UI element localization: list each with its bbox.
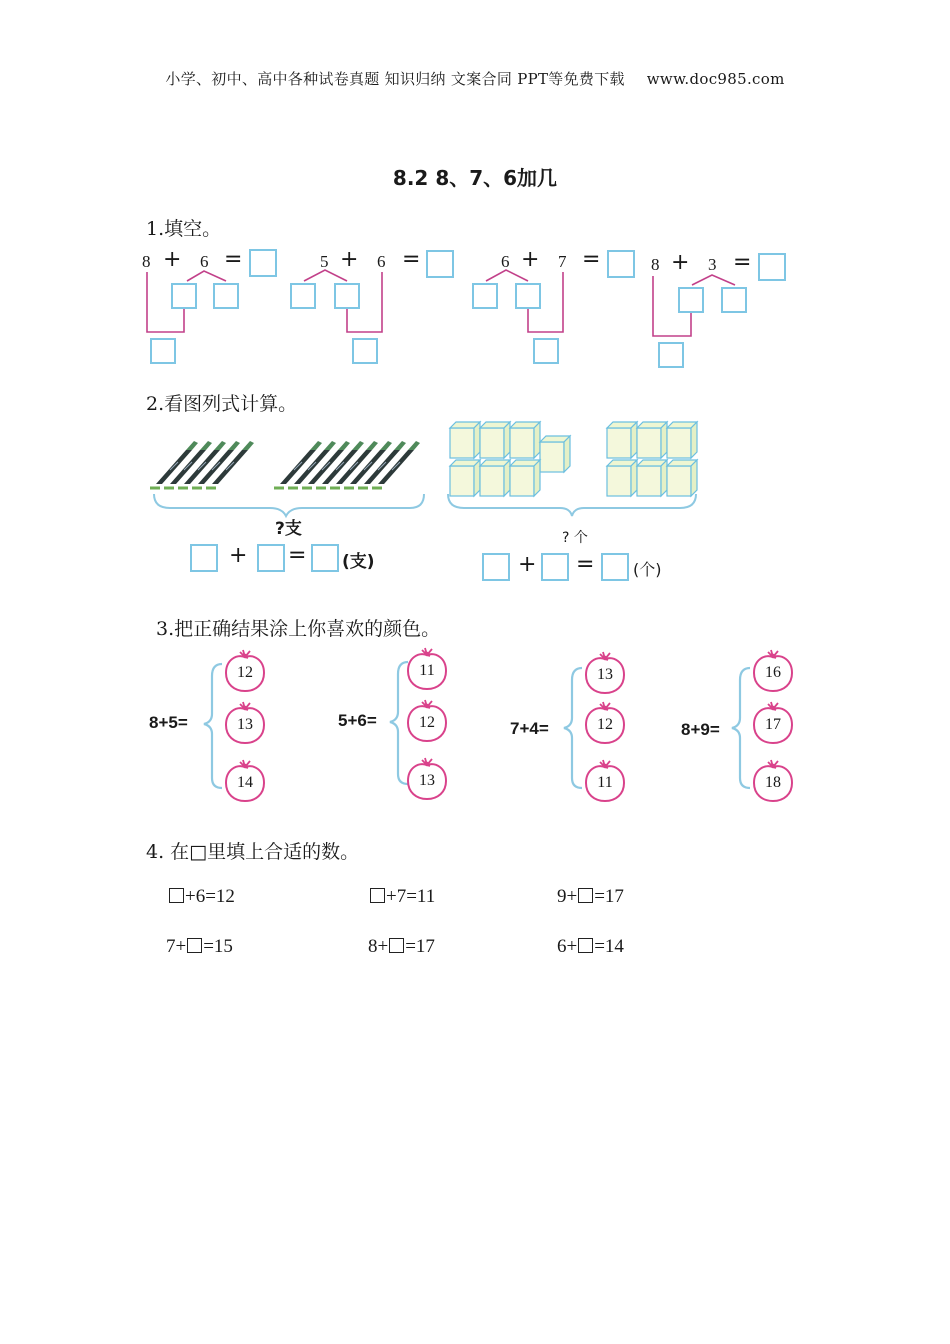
s3-item3-expr: 7+4= xyxy=(510,719,549,738)
section3-braces xyxy=(0,640,950,820)
s4-r2-c1-before: 7+ xyxy=(166,936,187,957)
s3-i4-apple-3[interactable] xyxy=(750,758,796,808)
s3-i1-opt3: 14 xyxy=(237,774,253,791)
pens-eq: = xyxy=(288,543,307,568)
p1-b: 6 xyxy=(200,252,209,271)
blank-box[interactable] xyxy=(578,938,593,953)
s4-r2-c2 xyxy=(368,936,435,958)
brace-1 xyxy=(204,664,222,788)
blank-box[interactable] xyxy=(578,888,593,903)
s3-i1-apple-1[interactable] xyxy=(222,648,268,698)
s3-i2-opt1: 11 xyxy=(419,662,435,679)
s3-i3-apple-3[interactable] xyxy=(582,758,628,808)
section2-heading: 2.看图列式计算。 xyxy=(146,393,298,415)
s3-i1-apple-2[interactable] xyxy=(222,700,268,750)
s3-i2-apple-3[interactable] xyxy=(404,756,450,806)
section4-heading: 4. 在□里填上合适的数。 xyxy=(146,841,360,863)
cubes-plus: + xyxy=(518,552,537,577)
p1-op: + xyxy=(163,247,182,272)
p3-a: 6 xyxy=(501,252,510,271)
p1-a: 8 xyxy=(142,252,151,271)
s3-item1-expr: 8+5= xyxy=(149,713,188,732)
s3-i3-opt3: 11 xyxy=(597,774,613,791)
blank-box[interactable] xyxy=(389,938,404,953)
s3-i1-opt2: 13 xyxy=(237,716,253,733)
pens-question: ?支 xyxy=(275,519,302,539)
blank-box[interactable] xyxy=(169,888,184,903)
p2-b: 6 xyxy=(377,252,386,271)
s4-r2-c3 xyxy=(557,936,624,958)
s3-i2-apple-2[interactable] xyxy=(404,698,450,748)
s4-r2-c2-before: 8+ xyxy=(368,936,389,957)
header-site: www.doc985.com xyxy=(646,70,785,88)
p2-eq: = xyxy=(402,247,421,272)
p2-a: 5 xyxy=(320,252,329,271)
p2-op: + xyxy=(340,247,359,272)
page-title: 8.2 8、7、6加几 xyxy=(392,166,558,190)
s4-r2-c2-after: =17 xyxy=(405,936,435,957)
p4-b: 3 xyxy=(708,255,717,274)
p4-op: + xyxy=(671,250,690,275)
header-text: 小学、初中、高中各种试卷真题 知识归纳 文案合同 PPT等免费下载 xyxy=(165,70,625,88)
section1-heading: 1.填空。 xyxy=(146,218,222,240)
s4-r2-c3-after: =14 xyxy=(594,936,624,957)
s3-i2-opt2: 12 xyxy=(419,714,435,731)
section3-heading: 3.把正确结果涂上你喜欢的颜色。 xyxy=(156,618,441,640)
p3-eq: = xyxy=(582,247,601,272)
cubes-question: ? 个 xyxy=(562,530,588,546)
s4-r1-c1-after: +6=12 xyxy=(185,886,235,907)
s3-i4-opt1: 16 xyxy=(765,664,781,681)
brace-3 xyxy=(564,668,582,788)
pens-unit: (支) xyxy=(342,552,375,572)
p3-op: + xyxy=(521,247,540,272)
s4-r2-c1 xyxy=(166,936,233,958)
s4-r2-c1-after: =15 xyxy=(203,936,233,957)
s3-i4-apple-2[interactable] xyxy=(750,700,796,750)
s3-item4-expr: 8+9= xyxy=(681,720,720,739)
cubes-unit: (个) xyxy=(633,560,662,579)
s4-r1-c3 xyxy=(557,886,624,908)
s3-i3-apple-2[interactable] xyxy=(582,700,628,750)
s3-i1-opt1: 12 xyxy=(237,664,253,681)
pens-plus: + xyxy=(229,543,248,568)
s3-i3-opt2: 12 xyxy=(597,716,613,733)
s3-i3-apple-1[interactable] xyxy=(582,650,628,700)
s3-i4-apple-1[interactable] xyxy=(750,648,796,698)
s4-r1-c1 xyxy=(168,886,235,908)
s4-r2-c3-before: 6+ xyxy=(557,936,578,957)
s4-r1-c3-after: =17 xyxy=(594,886,624,907)
s3-item2-expr: 5+6= xyxy=(338,711,377,730)
cubes-eq: = xyxy=(576,552,595,577)
s3-i1-apple-3[interactable] xyxy=(222,758,268,808)
s3-i4-opt2: 17 xyxy=(765,716,781,733)
brace-4 xyxy=(732,668,750,788)
s3-i2-opt3: 13 xyxy=(419,772,435,789)
p4-a: 8 xyxy=(651,255,660,274)
s4-r1-c2 xyxy=(369,886,435,908)
s3-i4-opt3: 18 xyxy=(765,774,781,791)
s4-r1-c2-after: +7=11 xyxy=(386,886,436,907)
p1-eq: = xyxy=(224,247,243,272)
p3-b: 7 xyxy=(558,252,567,271)
s3-i3-opt1: 13 xyxy=(597,666,613,683)
s3-i2-apple-1[interactable] xyxy=(404,646,450,696)
blank-box[interactable] xyxy=(187,938,202,953)
blank-box[interactable] xyxy=(370,888,385,903)
p4-eq: = xyxy=(733,250,752,275)
s4-r1-c3-before: 9+ xyxy=(557,886,578,907)
